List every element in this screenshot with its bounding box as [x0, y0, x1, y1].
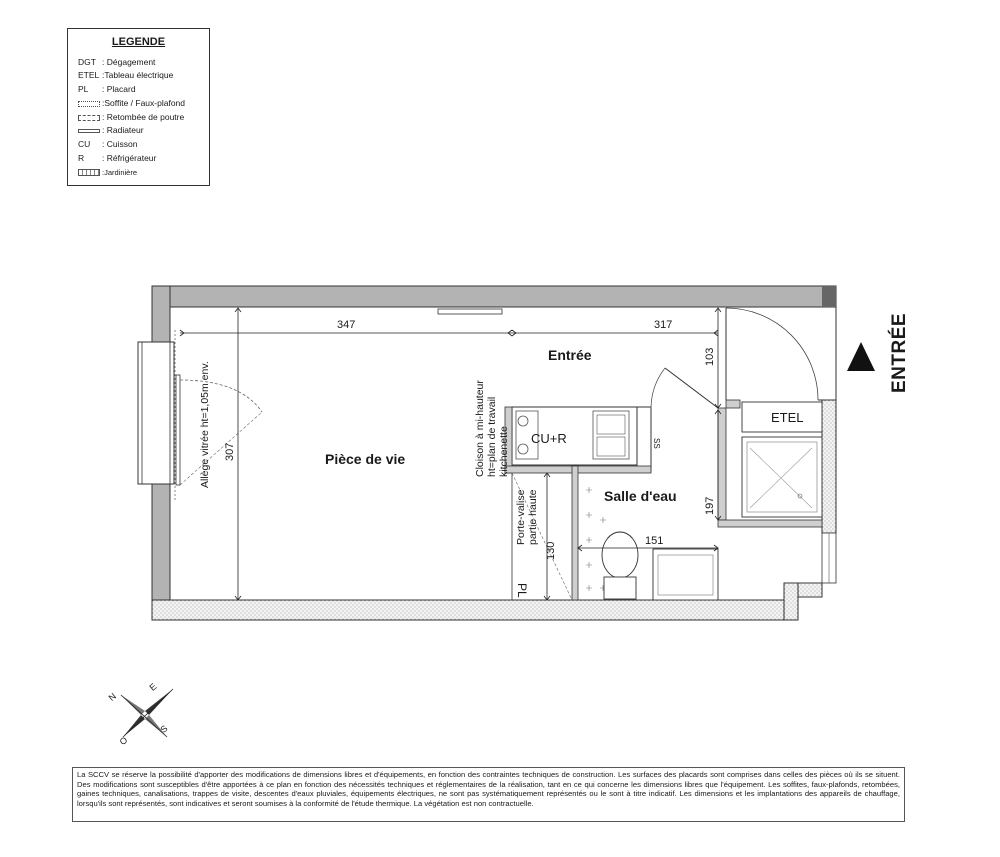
disclaimer-text: La SCCV se réserve la possibilité d'apporter des modifications de dimensions libres et d'équipements, en fonction des contraintes techniques de construction. Les surfaces des placards sont comprises dans celles des pièces où ils se situent. Des modifications sont susceptibles d'être apportées à ce plan en fonction des nécessités techniques et réglementaires de la réalisation, tant en ce qui concerne les dimensions libres que l'équipement. Les soffites, faux-plafonds, retombées, gaines techniques, canalisations, trappes de visite, descentes d'eaux pluviales, équipements électriques, ne sont pas systématiquement représentés ou le sont à titre indicatif. Les dimensions et les implantations des appareils de chauffage, lorsqu'ils sont représentés, sont indicatives et seront soumises à la conformité de l'étude thermique. La végétation est non contractuelle.	[72, 767, 905, 822]
wall-bottom	[152, 600, 784, 620]
label-etel: ETEL	[771, 410, 804, 425]
legend-abbr: PL	[78, 84, 89, 94]
legend-text: Réfrigérateur	[106, 153, 157, 163]
entrance-arrow-icon	[847, 342, 875, 371]
legend-text: :Soffite / Faux-plafond	[102, 98, 186, 108]
compass-s: S	[158, 723, 170, 735]
label-cu-r: CU+R	[531, 431, 567, 446]
label-pl: PL	[515, 583, 529, 598]
dim-197: 197	[704, 496, 716, 515]
legend-text: :Jardinière	[102, 168, 138, 177]
legend-sep: :	[102, 84, 105, 94]
label-ss: SS	[652, 438, 661, 449]
dim-317: 317	[654, 319, 673, 331]
annotation-cloison-3: kitchenette	[498, 426, 510, 477]
annotation-allege: Allège vitrée ht=1,05m env.	[199, 361, 211, 488]
legend-abbr: R	[78, 153, 85, 163]
legend-text: : Retombée de poutre	[102, 112, 185, 122]
legend-sep: :	[102, 139, 105, 149]
legend-title: LEGENDE	[111, 36, 166, 48]
dim-307: 307	[224, 442, 236, 461]
legend-sep: :	[102, 70, 105, 80]
room-label-salle-deau: Salle d'eau	[604, 488, 677, 504]
wall-right	[822, 400, 836, 533]
wall-left-lower	[152, 484, 170, 606]
wall-top	[152, 286, 836, 307]
compass-e: E	[147, 681, 159, 693]
legend-sep: :	[102, 57, 105, 67]
annotation-porte-valise-1: Porte-valise	[515, 489, 527, 545]
legend-text: Cuisson	[106, 139, 138, 149]
room-label-piece-de-vie: Pièce de vie	[325, 451, 406, 467]
room-label-entree: Entrée	[548, 347, 592, 363]
legend-abbr: CU	[78, 139, 91, 149]
legend-text: Placard	[106, 84, 136, 94]
annotation-porte-valise-2: partie haute	[527, 489, 539, 545]
compass-n: N	[106, 691, 118, 703]
dim-347: 347	[337, 319, 356, 331]
radiator	[438, 309, 502, 314]
legend-text: : Radiateur	[102, 125, 144, 135]
legend-abbr: DGT	[78, 57, 96, 67]
toilet	[602, 532, 638, 578]
legend-text: Dégagement	[106, 57, 156, 67]
dim-151: 151	[645, 535, 664, 547]
dim-130: 130	[545, 541, 557, 560]
entrance-label: ENTRÉE	[889, 312, 910, 393]
legend-abbr: ETEL	[78, 70, 100, 80]
wall-left-upper	[152, 286, 170, 342]
window-bay	[138, 342, 174, 484]
legend-sep: :	[102, 153, 105, 163]
annotation-cloison-2: ht=plan de travail	[486, 396, 498, 477]
dim-103: 103	[704, 347, 716, 366]
annotation-cloison-1: Cloison à mi-hauteur	[474, 380, 486, 477]
vanity	[653, 549, 718, 600]
legend-text: Tableau électrique	[104, 70, 174, 80]
wall-top-end	[822, 286, 836, 307]
compass-o: O	[117, 734, 130, 748]
